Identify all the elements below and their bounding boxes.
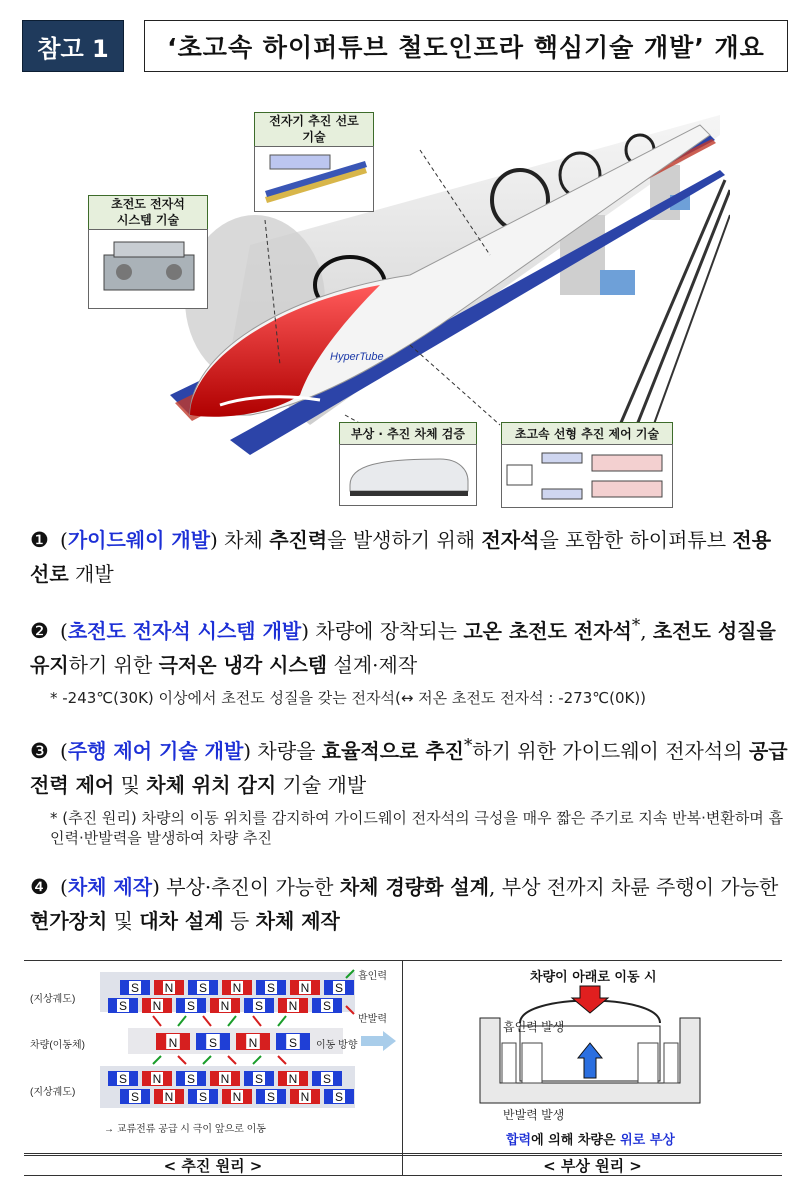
- callout-levitation-label: 부상 · 추진 차체 검증: [339, 422, 477, 446]
- levitation-caption: < 부상 원리 >: [543, 1157, 642, 1175]
- magnet-pole-label: S: [254, 1072, 264, 1086]
- magnet-pole-label: S: [322, 1072, 332, 1086]
- propulsion-caption: < 추진 원리 >: [163, 1157, 263, 1175]
- item-number: ❷: [30, 618, 49, 643]
- page-title: ‘초고속 하이퍼튜브 철도인프라 핵심기술 개발’ 개요: [144, 20, 788, 72]
- magnet-pole-label: S: [266, 981, 276, 995]
- vehicle-logo: HyperTube: [330, 351, 384, 363]
- magnet-pole-label: S: [130, 1090, 140, 1104]
- levitation-thumbnail: [339, 444, 477, 506]
- item-text: (가이드웨이 개발) 차체 추진력을 발생하기 위해 전자석을 포함한 하이퍼튜브 전용 선로 개발: [30, 528, 772, 586]
- magnet-pole-label: N: [220, 1072, 230, 1086]
- magnet-pole-label: N: [232, 981, 242, 995]
- levitation-attract-label: 흡인력 발생: [503, 1020, 565, 1034]
- item-body: [30, 870, 790, 938]
- magnet-pole-label: N: [220, 999, 230, 1013]
- magnet-pole-label: N: [248, 1036, 258, 1050]
- reference-tag: 참고 1: [22, 20, 124, 72]
- item-text: (차체 제작) 부상·추진이 가능한 차체 경량화 설계, 부상 전까지 차륜 주행이 가능한 현가장치 및 대차 설계 등 차체 제작: [30, 875, 779, 933]
- item-text: (초전도 전자석 시스템 개발) 차량에 장착되는 고온 초전도 전자석*, 초전도 성질을 유지하기 위한 극저온 냉각 시스템 설계·제작: [30, 615, 776, 677]
- magnet-pole-label: S: [334, 981, 344, 995]
- note-propulsion: * (추진 원리) 차량의 이동 위치를 감지하여 가이드웨이 전자석의 극성을 매우 짧은 주기로 지속 반복·변환하며 흡인력·반발력을 발생하여 차량 추진: [50, 809, 784, 847]
- item-guideway: [30, 523, 790, 591]
- note-superconducting: * -243℃(30K) 이상에서 초전도 성질을 갖는 전자석(↔ 저온 초전도 전자석 : -273℃(0K)): [50, 689, 647, 707]
- magnet-pole-label: N: [300, 981, 310, 995]
- magnet-pole-label: N: [168, 1036, 178, 1050]
- item-driving-control: [30, 728, 790, 802]
- levitation-repel-label: 반발력 발생: [503, 1108, 565, 1122]
- attract-label: 흡인력: [358, 971, 387, 982]
- magnet-pole-label: S: [118, 1072, 128, 1086]
- magnet-pole-label: N: [164, 1090, 174, 1104]
- magnet-pole-label: N: [232, 1090, 242, 1104]
- magnet-pole-label: S: [198, 981, 208, 995]
- magnet-pole-label: S: [198, 1090, 208, 1104]
- magnet-pole-label: S: [186, 1072, 196, 1086]
- levitation-bottom-text: 합력에 의해 차량은 위로 부상: [506, 1133, 675, 1148]
- direction-label: 이동 방향: [316, 1040, 358, 1051]
- magnet-pole-label: S: [266, 1090, 276, 1104]
- vehicle-label: 차량(이동체): [30, 1040, 85, 1051]
- callout-superconducting-label: 초전도 전자석 시스템 기술: [88, 195, 208, 231]
- magnet-pole-label: N: [288, 1072, 298, 1086]
- control-thumbnail: [501, 444, 673, 508]
- magnet-pole-label: S: [254, 999, 264, 1013]
- item-superconducting: [30, 608, 790, 682]
- magnet-pole-label: S: [118, 999, 128, 1013]
- magnet-pole-label: S: [208, 1036, 218, 1050]
- power-box: [600, 270, 635, 295]
- propulsion-footnote: → 교류전류 공급 시 극이 앞으로 이동: [104, 1124, 266, 1135]
- bottom-track-label: (지상궤도): [30, 1087, 76, 1098]
- magnet-pole-label: N: [300, 1090, 310, 1104]
- item-number: ❶: [30, 528, 49, 552]
- magnet-pole-label: S: [334, 1090, 344, 1104]
- magnet-pole-label: N: [288, 999, 298, 1013]
- magnet-pole-label: N: [164, 981, 174, 995]
- magnet-pole-label: S: [288, 1036, 298, 1050]
- item-number: ❹: [30, 875, 49, 899]
- callout-guideway-label: 전자기 추진 선로 기술: [254, 112, 374, 148]
- item-number: ❸: [30, 738, 49, 763]
- magnet-pole-label: N: [152, 1072, 162, 1086]
- repel-label: 반발력: [358, 1014, 387, 1025]
- top-track-label: (지상궤도): [30, 994, 76, 1005]
- magnet-pole-label: S: [186, 999, 196, 1013]
- magnet-pole-label: N: [152, 999, 162, 1013]
- magnet-pole-label: S: [130, 981, 140, 995]
- magnet-pole-label: S: [322, 999, 332, 1013]
- callout-control-label: 초고속 선형 추진 제어 기술: [501, 422, 673, 446]
- levitation-top-label: 차량이 아래로 이동 시: [530, 970, 657, 985]
- superconducting-thumbnail: [88, 229, 208, 309]
- item-text: (주행 제어 기술 개발) 차량을 효율적으로 추진*하기 위한 가이드웨이 전자석의 공급 전력 제어 및 차체 위치 감지 기술 개발: [30, 735, 788, 797]
- guideway-thumbnail: [254, 146, 374, 212]
